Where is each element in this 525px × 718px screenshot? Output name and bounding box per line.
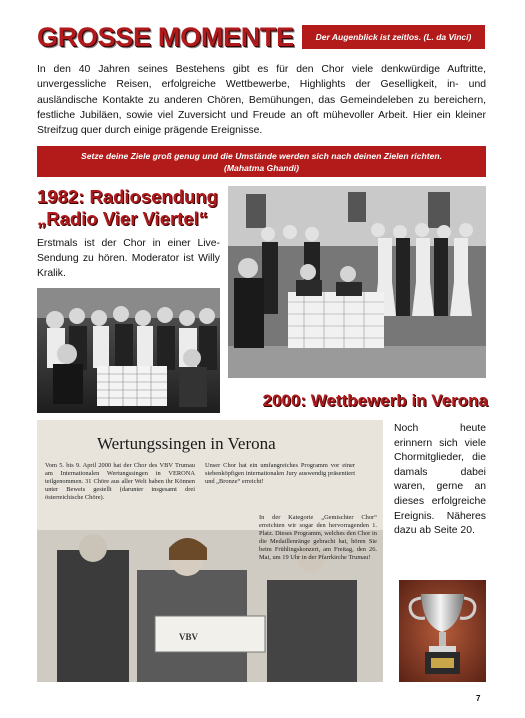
- intro-paragraph: In den 40 Jahren seines Bestehens gibt es für den Chor viele denkwürdige Auftritte, unvergessliche Reisen, erfolgreiche Wettbewerbe, Highlights der Geselligkeit, in- und ausländische Kontakte zu anderen Chören, Bemühungen, das Gemeindeleben zu bereichern, festliche Jubiläen, sowie viel Zuversicht und Freude an oft mühevoller Arbeit. Hier ein kleiner Streifzug quer durch einige prägende Ereignisse.: [37, 64, 486, 137]
- photo-1982-studio: [37, 288, 220, 413]
- photo-verona-clipping: [37, 420, 383, 682]
- clipping-column-1: Vom 5. bis 9. April 2000 hat der Chor des VBV Trumau am Internationalen Wertungssingen in VERONA teilgenommen. 31 Chöre aus aller Welt haben ihr Können unter Beweis gestellt (darunter insgesamt drei österreichische Chöre).: [45, 462, 195, 501]
- page-title: GROSSE MOMENTE: [37, 22, 294, 52]
- quote-banner: [37, 146, 486, 177]
- header-quote: Der Augenblick ist zeitlos. (L. da Vinci): [302, 25, 485, 49]
- photo-1982-choir: [228, 186, 486, 378]
- photo-trophy: [399, 580, 486, 682]
- clipping-title: Wertungssingen in Verona: [97, 434, 276, 453]
- section-1982-heading-line2: „Radio Vier Viertel“: [37, 208, 209, 229]
- section-1982-heading: [37, 186, 227, 230]
- section-2000-heading: 2000: Wettbewerb in Verona: [262, 391, 488, 410]
- section-1982-heading-line1: 1982: Radiosendung: [37, 186, 218, 207]
- clipping-vbv-sign: VBV: [179, 632, 199, 642]
- page-number: 7: [476, 694, 481, 703]
- section-1982-text: Erstmals ist der Chor in einer Live-Sendung zu hören. Moderator ist Willy Kralik.: [37, 238, 220, 279]
- clipping-column-2: Unser Chor hat ein umfangreiches Programm vor einer siebenköpfigen internationalen Jury auswendig präsentiert und „Bronze“ erreicht!: [205, 462, 355, 485]
- banner-quote-author: (Mahatma Ghandi): [224, 162, 299, 173]
- section-2000-text: Noch heute erinnern sich viele Chormitglieder, die damals dabei waren, gerne an dieses erfolgreiche Ereignis. Näheres dazu ab Seite 20.: [394, 423, 486, 537]
- banner-quote-text: Setze deine Ziele groß genug und die Umstände werden sich nach deinen Zielen richten.: [80, 150, 442, 161]
- clipping-column-3: In der Kategorie „Gemischter Chor“ erreichten wir sogar den hervorragenden 1. Platz. Dieses Programm, welches den Chor in die Medaillenränge gebracht hat, hören Sie beim Frühlingskonzert, am Freitag, den 26. Mai, um 19 Uhr in der Pfarrkirche Trumau!: [259, 514, 377, 561]
